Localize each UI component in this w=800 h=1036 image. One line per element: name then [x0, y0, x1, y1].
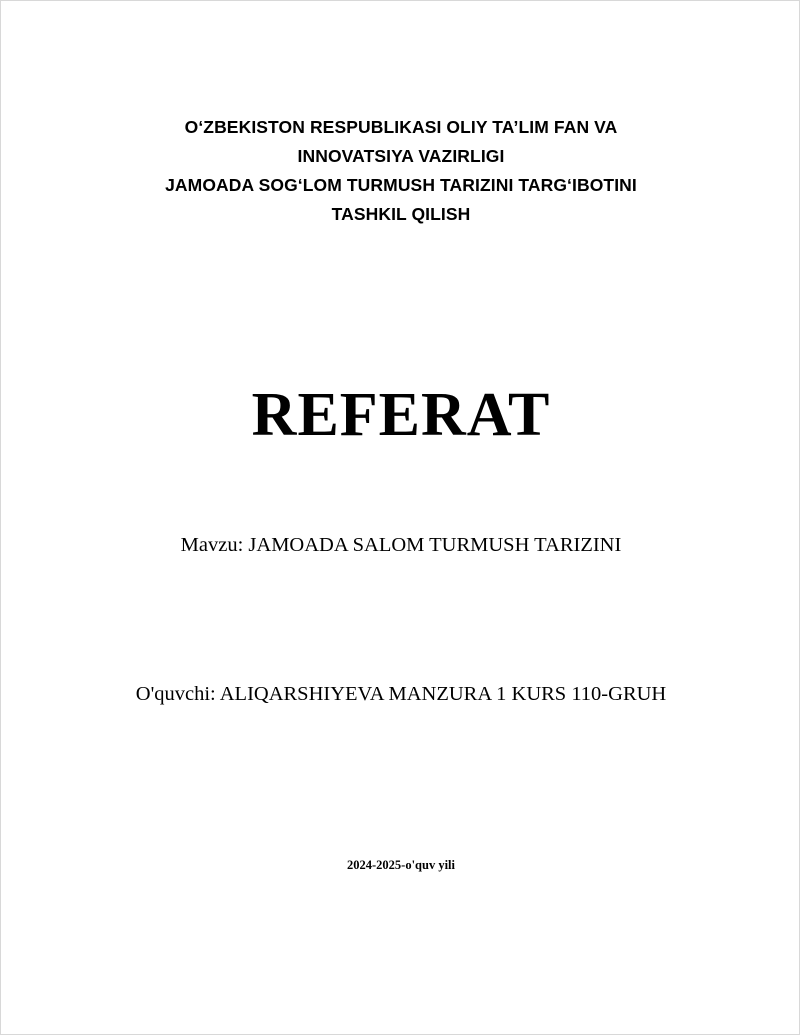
page-content — [1, 1, 800, 1036]
institution-header — [61, 113, 741, 229]
institution-header-line-2: INNOVATSIYA VAZIRLIGI — [297, 146, 505, 166]
student-line: O'quvchi: ALIQARSHIYEVA MANZURA 1 KURS 110-GRUH — [135, 683, 667, 705]
institution-header-line-3: JAMOADA SOG‘LOM TURMUSH TARIZINI TARG‘IBOTINI — [165, 175, 637, 195]
institution-header-line-4: TASHKIL QILISH — [331, 204, 471, 224]
academic-year: 2024-2025-o'quv yili — [347, 858, 455, 872]
institution-header-line-1: O‘ZBEKISTON RESPUBLIKASI OLIY TA’LIM FAN VA — [184, 117, 618, 137]
subject-line: Mavzu: JAMOADA SALOM TURMUSH TARIZINI — [180, 534, 622, 556]
document-title: REFERAT — [251, 381, 551, 449]
